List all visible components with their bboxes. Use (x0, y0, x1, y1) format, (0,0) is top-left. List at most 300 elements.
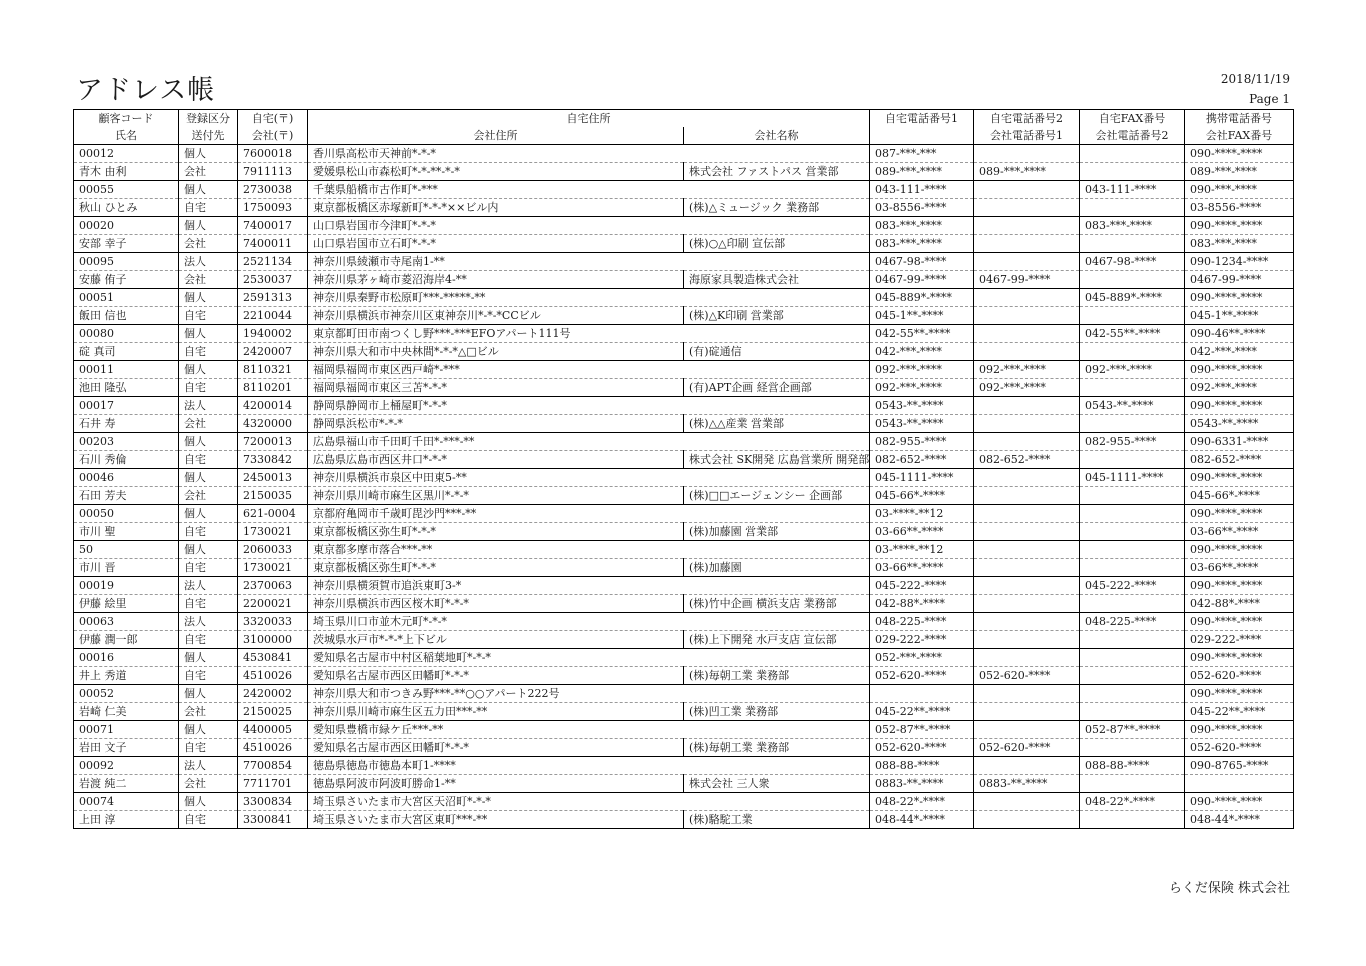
header-home-fax: 自宅FAX番号 (1080, 110, 1185, 128)
home-zip: 3300834 (238, 793, 308, 811)
company-fax: 029-222-**** (1185, 631, 1294, 649)
registration-type: 個人 (179, 289, 238, 307)
customer-code: 00020 (74, 217, 179, 235)
page-title: アドレス帳 (76, 75, 216, 106)
home-zip: 2060033 (238, 541, 308, 559)
company-name: (株)毎朝工業 業務部 (684, 667, 870, 685)
record-row-home (74, 613, 1294, 631)
registration-type: 個人 (179, 685, 238, 703)
home-address: 埼玉県川口市並木元町*-*-* (308, 613, 870, 631)
company-fax (1185, 775, 1294, 793)
home-zip: 7700854 (238, 757, 308, 775)
home-address: 愛知県豊橋市緑ケ丘***-** (308, 721, 870, 739)
company-address: 茨城県水戸市*-*-*上下ビル (308, 631, 684, 649)
customer-code: 00017 (74, 397, 179, 415)
customer-code: 00095 (74, 253, 179, 271)
home-tel-1: 092-***-**** (870, 361, 974, 379)
header-company-address: 会社住所 (308, 127, 684, 145)
send-to: 自宅 (179, 811, 238, 829)
home-fax: 0543-**-**** (1080, 397, 1185, 415)
send-to: 自宅 (179, 343, 238, 361)
company-tel-2: 092-***-**** (974, 379, 1080, 397)
customer-name: 市川 聖 (74, 523, 179, 541)
header-row-1 (74, 110, 1294, 128)
header-home-tel-1: 自宅電話番号1 (870, 110, 974, 128)
company-fax: 03-66**-**** (1185, 523, 1294, 541)
registration-type: 法人 (179, 253, 238, 271)
company-name: (株)上下開発 水戸支店 宣伝部 (684, 631, 870, 649)
company-tel-1: 083-***-**** (870, 235, 974, 253)
company-address: 東京都板橋区赤塚新町*-*-*××ビル内 (308, 199, 684, 217)
home-address: 神奈川県秦野市松原町***-*****-** (308, 289, 870, 307)
customer-code: 00011 (74, 361, 179, 379)
company-fax: 082-652-**** (1185, 451, 1294, 469)
company-address: 神奈川県横浜市神奈川区東神奈川*-*-*CCビル (308, 307, 684, 325)
home-tel-1: 0543-**-**** (870, 397, 974, 415)
print-date: 2018/11/19 (1220, 72, 1290, 86)
registration-type: 個人 (179, 181, 238, 199)
company-tel-2: 0467-99-**** (974, 271, 1080, 289)
company-tel-1: 045-1**-**** (870, 307, 974, 325)
company-name: (株)凹工業 業務部 (684, 703, 870, 721)
home-tel-2 (974, 145, 1080, 163)
company-tel-1: 0883-**-**** (870, 775, 974, 793)
company-address: 埼玉県さいたま市大宮区東町***-** (308, 811, 684, 829)
company-zip: 2150035 (238, 487, 308, 505)
customer-name: 秋山 ひとみ (74, 199, 179, 217)
home-zip: 4530841 (238, 649, 308, 667)
customer-name: 石井 寿 (74, 415, 179, 433)
company-zip: 4510026 (238, 739, 308, 757)
home-zip: 3320033 (238, 613, 308, 631)
company-fax: 03-66**-**** (1185, 559, 1294, 577)
mobile: 090-46**-**** (1185, 325, 1294, 343)
record-row-company (74, 523, 1294, 541)
company-zip: 1750093 (238, 199, 308, 217)
header-home-address: 自宅住所 (308, 110, 870, 128)
customer-name: 伊藤 絵里 (74, 595, 179, 613)
customer-name: 上田 淳 (74, 811, 179, 829)
header-company-tel-1: 会社電話番号1 (974, 127, 1080, 145)
home-fax: 048-22*-**** (1080, 793, 1185, 811)
company-name: (株)□□エージェンシー 企画部 (684, 487, 870, 505)
record-row-home (74, 721, 1294, 739)
company-extra (1080, 595, 1185, 613)
header-mobile: 携帯電話番号 (1185, 110, 1294, 128)
company-extra (1080, 667, 1185, 685)
send-to: 会社 (179, 775, 238, 793)
home-address: 東京都町田市南つくし野***-***EFOアパート111号 (308, 325, 870, 343)
company-extra (1080, 775, 1185, 793)
company-extra (1080, 523, 1185, 541)
mobile: 090-****-**** (1185, 145, 1294, 163)
company-tel-2: 082-652-**** (974, 451, 1080, 469)
customer-name: 石川 秀倫 (74, 451, 179, 469)
company-zip: 1730021 (238, 523, 308, 541)
company-zip: 1730021 (238, 559, 308, 577)
home-tel-1: 052-***-**** (870, 649, 974, 667)
customer-code: 00203 (74, 433, 179, 451)
header-send-to: 送付先 (179, 127, 238, 145)
address-book-table (73, 109, 1294, 829)
record-row-home (74, 685, 1294, 703)
home-zip: 621-0004 (238, 505, 308, 523)
company-name: (株)駱駝工業 (684, 811, 870, 829)
company-name: (株)△△産業 営業部 (684, 415, 870, 433)
home-address: 神奈川県大和市つきみ野***-**○○アパート222号 (308, 685, 870, 703)
registration-type: 個人 (179, 361, 238, 379)
home-tel-2 (974, 757, 1080, 775)
company-address: 神奈川県川崎市麻生区黒川*-*-* (308, 487, 684, 505)
record-row-company (74, 199, 1294, 217)
home-tel-2 (974, 397, 1080, 415)
registration-type: 個人 (179, 505, 238, 523)
company-zip: 7711701 (238, 775, 308, 793)
home-address: 東京都多摩市落合***-** (308, 541, 870, 559)
company-fax: 0467-99-**** (1185, 271, 1294, 289)
company-zip: 7330842 (238, 451, 308, 469)
company-name: (株)△ミュージック 業務部 (684, 199, 870, 217)
customer-code: 00063 (74, 613, 179, 631)
record-row-home (74, 757, 1294, 775)
company-tel-1: 03-66**-**** (870, 559, 974, 577)
company-zip: 8110201 (238, 379, 308, 397)
home-fax: 045-1111-**** (1080, 469, 1185, 487)
registration-type: 個人 (179, 433, 238, 451)
company-zip: 7911113 (238, 163, 308, 181)
send-to: 会社 (179, 163, 238, 181)
home-fax (1080, 145, 1185, 163)
record-row-home (74, 325, 1294, 343)
customer-code: 00046 (74, 469, 179, 487)
company-name: (株)加藤園 営業部 (684, 523, 870, 541)
header-company-tel-2: 会社電話番号2 (1080, 127, 1185, 145)
company-name: 株式会社 SK開発 広島営業所 開発部 (684, 451, 870, 469)
company-fax: 045-66*-**** (1185, 487, 1294, 505)
company-tel-1: 03-66**-**** (870, 523, 974, 541)
company-extra (1080, 811, 1185, 829)
company-zip: 7400011 (238, 235, 308, 253)
send-to: 自宅 (179, 739, 238, 757)
record-row-home (74, 289, 1294, 307)
header-row-2 (74, 127, 1294, 145)
home-tel-1: 088-88-**** (870, 757, 974, 775)
customer-code: 00071 (74, 721, 179, 739)
home-tel-2: 092-***-**** (974, 361, 1080, 379)
record-row-company (74, 235, 1294, 253)
company-extra (1080, 487, 1185, 505)
home-fax (1080, 685, 1185, 703)
customer-code: 00019 (74, 577, 179, 595)
company-address: 神奈川県茅ヶ崎市菱沼海岸4-** (308, 271, 684, 289)
header-blank (870, 127, 974, 145)
company-extra (1080, 199, 1185, 217)
send-to: 自宅 (179, 451, 238, 469)
customer-name: 飯田 信也 (74, 307, 179, 325)
home-tel-2 (974, 289, 1080, 307)
record-row-company (74, 163, 1294, 181)
home-fax (1080, 541, 1185, 559)
company-address: 東京都板橋区弥生町*-*-* (308, 559, 684, 577)
record-row-home (74, 361, 1294, 379)
registration-type: 個人 (179, 217, 238, 235)
company-tel-2: 089-***-**** (974, 163, 1080, 181)
send-to: 自宅 (179, 667, 238, 685)
company-fax: 048-44*-**** (1185, 811, 1294, 829)
mobile: 090-****-**** (1185, 685, 1294, 703)
company-name: (株)竹中企画 横浜支店 業務部 (684, 595, 870, 613)
company-fax: 083-***-**** (1185, 235, 1294, 253)
home-fax: 082-955-**** (1080, 433, 1185, 451)
home-address: 神奈川県横須賀市追浜東町3-* (308, 577, 870, 595)
home-fax: 045-222-**** (1080, 577, 1185, 595)
company-tel-2: 052-620-**** (974, 667, 1080, 685)
registration-type: 個人 (179, 325, 238, 343)
company-extra (1080, 415, 1185, 433)
customer-code: 00080 (74, 325, 179, 343)
company-fax: 052-620-**** (1185, 739, 1294, 757)
mobile: 090-****-**** (1185, 721, 1294, 739)
home-address: 山口県岩国市今津町*-*-* (308, 217, 870, 235)
send-to: 自宅 (179, 559, 238, 577)
home-tel-1: 048-225-**** (870, 613, 974, 631)
record-row-company (74, 811, 1294, 829)
customer-code: 00055 (74, 181, 179, 199)
company-name: (株)○△印刷 宣伝部 (684, 235, 870, 253)
mobile: 090-****-**** (1185, 793, 1294, 811)
company-name: (株)△K印刷 営業部 (684, 307, 870, 325)
registration-type: 個人 (179, 721, 238, 739)
company-tel-1: 0467-99-**** (870, 271, 974, 289)
home-tel-1: 045-222-**** (870, 577, 974, 595)
company-name: (有)碇通信 (684, 343, 870, 361)
home-fax: 048-225-**** (1080, 613, 1185, 631)
record-row-company (74, 739, 1294, 757)
record-row-home (74, 793, 1294, 811)
company-tel-1: 052-620-**** (870, 667, 974, 685)
home-tel-2 (974, 685, 1080, 703)
record-row-company (74, 415, 1294, 433)
home-tel-1: 03-****-**12 (870, 505, 974, 523)
record-row-home (74, 541, 1294, 559)
home-fax: 052-87**-**** (1080, 721, 1185, 739)
record-row-home (74, 577, 1294, 595)
header-name: 氏名 (74, 127, 179, 145)
company-name: 海原家具製造株式会社 (684, 271, 870, 289)
home-fax: 083-***-**** (1080, 217, 1185, 235)
home-tel-2 (974, 577, 1080, 595)
company-address: 東京都板橋区弥生町*-*-* (308, 523, 684, 541)
company-zip: 2200021 (238, 595, 308, 613)
company-fax: 042-88*-**** (1185, 595, 1294, 613)
home-address: 静岡県静岡市上桶屋町*-*-* (308, 397, 870, 415)
home-zip: 2370063 (238, 577, 308, 595)
company-extra (1080, 451, 1185, 469)
home-tel-1: 048-22*-**** (870, 793, 974, 811)
home-tel-1: 087-***-*** (870, 145, 974, 163)
company-tel-2 (974, 703, 1080, 721)
company-address: 神奈川県川崎市麻生区五力田***-** (308, 703, 684, 721)
home-fax: 088-88-**** (1080, 757, 1185, 775)
home-tel-1: 082-955-**** (870, 433, 974, 451)
mobile: 090-****-**** (1185, 397, 1294, 415)
company-address: 広島県広島市西区井口*-*-* (308, 451, 684, 469)
footer-company: らくだ保険 株式会社 (1168, 881, 1290, 896)
customer-name: 碇 真司 (74, 343, 179, 361)
header-registration-type: 登録区分 (179, 110, 238, 128)
company-tel-2 (974, 343, 1080, 361)
mobile: 090-****-**** (1185, 577, 1294, 595)
home-fax: 092-***-**** (1080, 361, 1185, 379)
home-fax: 045-889*-**** (1080, 289, 1185, 307)
record-row-home (74, 505, 1294, 523)
company-tel-1: 042-88*-**** (870, 595, 974, 613)
company-address: 福岡県福岡市東区三苫*-*-* (308, 379, 684, 397)
mobile: 090-****-**** (1185, 649, 1294, 667)
company-address: 徳島県阿波市阿波町勝命1-** (308, 775, 684, 793)
company-zip: 3300841 (238, 811, 308, 829)
registration-type: 法人 (179, 577, 238, 595)
registration-type: 法人 (179, 613, 238, 631)
company-extra (1080, 235, 1185, 253)
company-name: (株)加藤園 (684, 559, 870, 577)
home-tel-2 (974, 181, 1080, 199)
home-address: 埼玉県さいたま市大宮区天沼町*-*-* (308, 793, 870, 811)
send-to: 会社 (179, 235, 238, 253)
company-address: 愛媛県松山市森松町*-*-**-*-* (308, 163, 684, 181)
company-fax: 052-620-**** (1185, 667, 1294, 685)
record-row-company (74, 595, 1294, 613)
customer-code: 00012 (74, 145, 179, 163)
record-row-home (74, 397, 1294, 415)
record-row-company (74, 271, 1294, 289)
company-zip: 2420007 (238, 343, 308, 361)
company-fax: 045-1**-**** (1185, 307, 1294, 325)
page-number: Page 1 (1249, 92, 1290, 106)
company-name: 株式会社 三人衆 (684, 775, 870, 793)
customer-name: 井上 秀道 (74, 667, 179, 685)
record-row-company (74, 451, 1294, 469)
company-tel-1: 092-***-**** (870, 379, 974, 397)
company-address: 山口県岩国市立石町*-*-* (308, 235, 684, 253)
company-tel-1: 045-66*-**** (870, 487, 974, 505)
home-zip: 8110321 (238, 361, 308, 379)
send-to: 会社 (179, 271, 238, 289)
company-name: 株式会社 ファストパス 営業部 (684, 163, 870, 181)
send-to: 会社 (179, 415, 238, 433)
mobile: 090-****-**** (1185, 361, 1294, 379)
company-tel-2: 0883-**-**** (974, 775, 1080, 793)
company-tel-1: 089-***-**** (870, 163, 974, 181)
company-extra (1080, 343, 1185, 361)
home-fax (1080, 649, 1185, 667)
company-zip: 2150025 (238, 703, 308, 721)
record-row-home (74, 433, 1294, 451)
company-tel-1: 048-44*-**** (870, 811, 974, 829)
company-tel-2 (974, 199, 1080, 217)
record-row-home (74, 649, 1294, 667)
home-tel-2 (974, 793, 1080, 811)
header-company-zip: 会社(〒) (238, 127, 308, 145)
home-address: 京都府亀岡市千歳町毘沙門***-** (308, 505, 870, 523)
company-tel-2 (974, 523, 1080, 541)
customer-code: 00016 (74, 649, 179, 667)
home-tel-1 (870, 685, 974, 703)
registration-type: 個人 (179, 649, 238, 667)
mobile: 090-****-**** (1185, 541, 1294, 559)
customer-name: 伊藤 潤一郎 (74, 631, 179, 649)
company-tel-1: 052-620-**** (870, 739, 974, 757)
header-company-name: 会社名称 (684, 127, 870, 145)
home-tel-1: 03-****-**12 (870, 541, 974, 559)
mobile: 090-****-**** (1185, 469, 1294, 487)
mobile: 090-6331-**** (1185, 433, 1294, 451)
home-tel-2 (974, 649, 1080, 667)
mobile: 090-***-**** (1185, 181, 1294, 199)
company-fax: 042-***-**** (1185, 343, 1294, 361)
company-tel-1: 03-8556-**** (870, 199, 974, 217)
home-tel-2 (974, 325, 1080, 343)
send-to: 会社 (179, 703, 238, 721)
company-tel-1: 045-22**-**** (870, 703, 974, 721)
send-to: 自宅 (179, 523, 238, 541)
company-address: 愛知県名古屋市西区田幡町*-*-* (308, 739, 684, 757)
home-tel-1: 083-***-**** (870, 217, 974, 235)
company-zip: 4320000 (238, 415, 308, 433)
home-tel-2 (974, 505, 1080, 523)
home-address: 千葉県船橋市古作町*-*** (308, 181, 870, 199)
company-tel-2: 052-620-**** (974, 739, 1080, 757)
company-zip: 3100000 (238, 631, 308, 649)
record-row-company (74, 703, 1294, 721)
registration-type: 個人 (179, 541, 238, 559)
company-tel-2 (974, 487, 1080, 505)
company-zip: 2210044 (238, 307, 308, 325)
company-zip: 4510026 (238, 667, 308, 685)
company-extra (1080, 163, 1185, 181)
company-tel-2 (974, 559, 1080, 577)
company-extra (1080, 703, 1185, 721)
home-address: 福岡県福岡市東区西戸崎*-*** (308, 361, 870, 379)
mobile: 090-****-**** (1185, 217, 1294, 235)
home-address: 広島県福山市千田町千田*-***-** (308, 433, 870, 451)
record-row-company (74, 775, 1294, 793)
header-home-tel-2: 自宅電話番号2 (974, 110, 1080, 128)
customer-name: 岩崎 仁美 (74, 703, 179, 721)
record-row-home (74, 217, 1294, 235)
home-tel-2 (974, 217, 1080, 235)
company-tel-2 (974, 595, 1080, 613)
home-tel-1: 045-1111-**** (870, 469, 974, 487)
company-tel-2 (974, 235, 1080, 253)
customer-name: 岩田 文子 (74, 739, 179, 757)
home-fax (1080, 505, 1185, 523)
company-fax: 045-22**-**** (1185, 703, 1294, 721)
company-fax: 03-8556-**** (1185, 199, 1294, 217)
record-row-company (74, 379, 1294, 397)
home-tel-2 (974, 721, 1080, 739)
header-home-zip: 自宅(〒) (238, 110, 308, 128)
company-tel-2 (974, 631, 1080, 649)
home-zip: 2730038 (238, 181, 308, 199)
home-zip: 2521134 (238, 253, 308, 271)
mobile: 090-****-**** (1185, 289, 1294, 307)
home-zip: 7400017 (238, 217, 308, 235)
company-tel-2 (974, 307, 1080, 325)
record-row-home (74, 145, 1294, 163)
send-to: 自宅 (179, 631, 238, 649)
customer-name: 安藤 侑子 (74, 271, 179, 289)
